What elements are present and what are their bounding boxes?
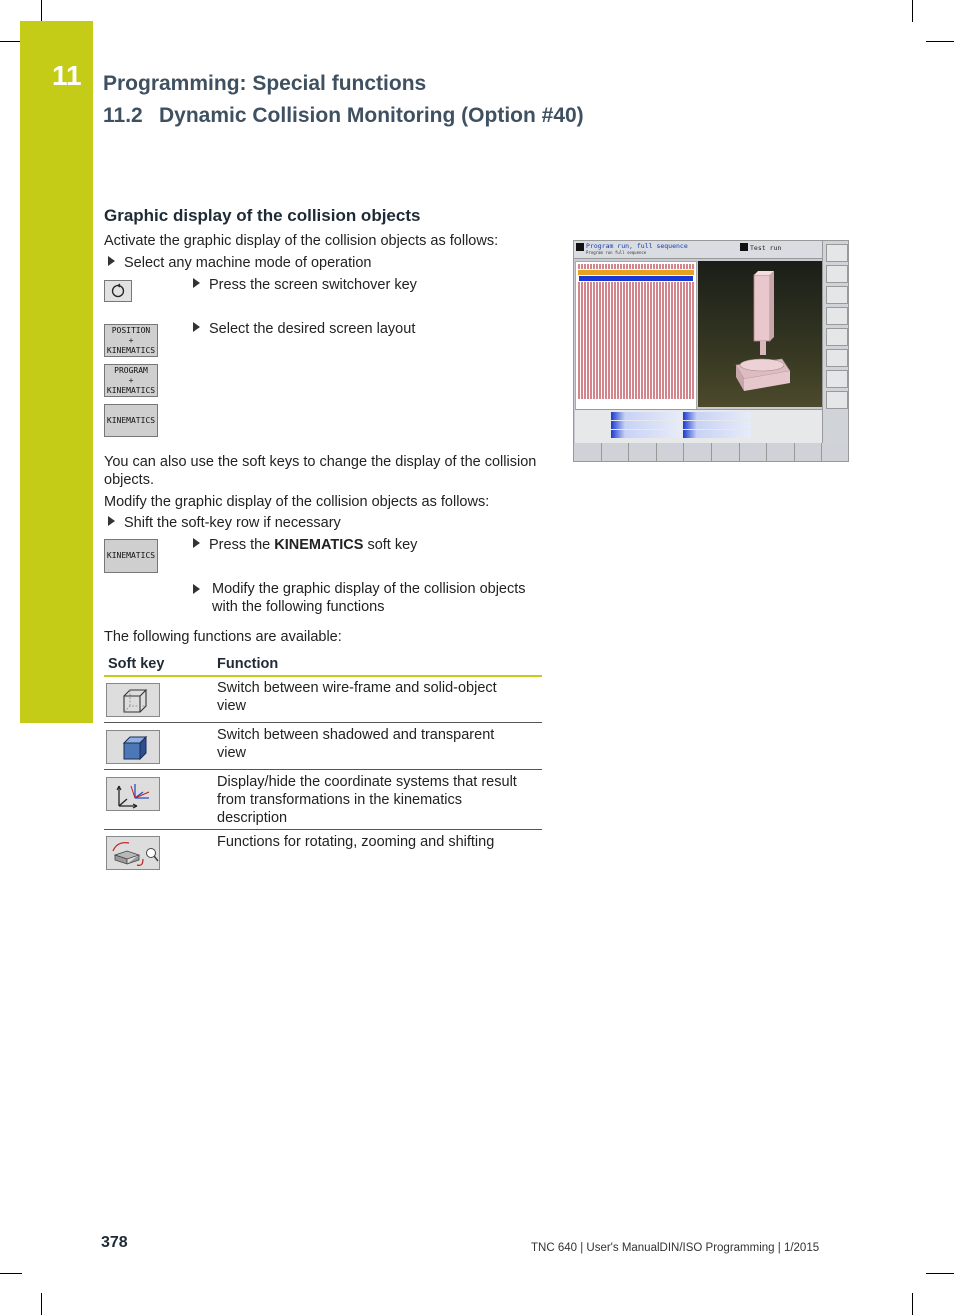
chapter-title: Programming: Special functions: [103, 72, 427, 95]
chapter-number: 11: [52, 60, 82, 91]
program-kinematics-softkey[interactable]: PROGRAM + KINEMATICS: [104, 364, 158, 397]
bullet-triangle-icon: [193, 278, 200, 288]
bullet-triangle-icon: [108, 516, 115, 526]
kinematics-softkey-2[interactable]: KINEMATICS: [104, 539, 158, 573]
bullet-triangle-icon: [193, 322, 200, 332]
function-text: Functions for rotating, zooming and shifting: [217, 834, 495, 850]
program-listing: [575, 261, 697, 411]
function-text: Switch between wire-frame and solid-object view: [217, 680, 497, 714]
page-number: 378: [101, 1234, 128, 1251]
step-modify-display: [193, 580, 538, 616]
step-press-kinematics: [193, 536, 417, 554]
softkeys-paragraph: You can also use the soft keys to change the display of the collision objects.: [104, 454, 537, 488]
section-title: [103, 104, 584, 128]
screenshot-title: Program run, full sequence: [586, 242, 688, 250]
screen-switch-icon: [110, 283, 126, 299]
screenshot-softkey-row: [574, 443, 849, 462]
crop-mark: [41, 1293, 42, 1315]
bullet-triangle-icon: [193, 584, 200, 594]
wireframe-softkey[interactable]: [106, 683, 160, 717]
functions-paragraph: The following functions are available:: [104, 629, 342, 645]
section-title-text: Dynamic Collision Monitoring (Option #40): [159, 104, 584, 127]
crop-mark: [912, 0, 913, 22]
step-shift-row: [108, 514, 341, 532]
step-text: Modify the graphic display of the collision objects with the following functions: [212, 581, 526, 615]
crop-mark: [926, 1273, 954, 1274]
col-softkey: Soft key: [108, 656, 165, 672]
footer-text: TNC 640 | User's ManualDIN/ISO Programming | 1/2015: [531, 1242, 820, 1254]
row-divider: [104, 829, 542, 830]
bullet-triangle-icon: [108, 256, 115, 266]
intro-paragraph: Activate the graphic display of the collision objects as follows:: [104, 233, 499, 249]
machine-model-graphic: [698, 261, 822, 407]
function-text: Switch between shadowed and transparent view: [217, 727, 495, 761]
position-kinematics-softkey[interactable]: POSITION + KINEMATICS: [104, 324, 158, 357]
step-text: Shift the soft-key row if necessary: [124, 515, 341, 531]
crop-mark: [912, 1293, 913, 1315]
mode-icon: [576, 243, 584, 251]
kinematics-softkey[interactable]: KINEMATICS: [104, 404, 158, 437]
coordinate-systems-softkey[interactable]: [106, 777, 160, 811]
shading-softkey[interactable]: [106, 730, 160, 764]
step-bold-text: KINEMATICS: [274, 537, 364, 553]
rotate-zoom-shift-softkey[interactable]: [106, 836, 160, 870]
rotate-zoom-shift-icon: [107, 837, 161, 871]
function-text: Display/hide the coordinate systems that result from transformations in the kinematics description: [217, 774, 517, 826]
position-display: [575, 409, 822, 443]
wireframe-cube-icon: [107, 684, 161, 718]
bullet-triangle-icon: [193, 538, 200, 548]
screenshot-header: [574, 241, 822, 259]
step-text: Press the: [209, 537, 275, 553]
table-header: [104, 654, 542, 677]
step-press-switchover: [193, 276, 417, 294]
row-divider: [104, 722, 542, 723]
screenshot-subtitle: Program run full sequence: [586, 250, 647, 255]
chapter-tab: [20, 21, 93, 723]
modify-paragraph: Modify the graphic display of the collision objects as follows:: [104, 494, 490, 510]
subsection-heading: Graphic display of the collision objects: [104, 206, 421, 225]
crop-mark: [0, 41, 22, 42]
screenshot-mode: Test run: [750, 244, 782, 252]
crop-mark: [0, 1273, 22, 1274]
section-number: 11.2: [103, 104, 143, 127]
step-text: Press the screen switchover key: [209, 277, 417, 293]
screenshot-sidebar: [822, 241, 849, 443]
tnc-screenshot: [573, 240, 849, 462]
step-text: Select the desired screen layout: [209, 321, 416, 337]
screen-switchover-key[interactable]: [104, 280, 132, 302]
step-select-mode: [108, 254, 371, 272]
col-function: Function: [217, 656, 279, 672]
solid-cube-icon: [107, 731, 161, 765]
crop-mark: [926, 41, 954, 42]
step-text: Select any machine mode of operation: [124, 255, 372, 271]
crop-mark: [41, 0, 42, 22]
coordinate-axes-icon: [107, 778, 161, 812]
kinematics-3d-view: [698, 261, 822, 407]
mode-icon: [740, 243, 748, 251]
step-select-layout: [193, 320, 415, 338]
step-text: soft key: [363, 537, 418, 553]
row-divider: [104, 769, 542, 770]
